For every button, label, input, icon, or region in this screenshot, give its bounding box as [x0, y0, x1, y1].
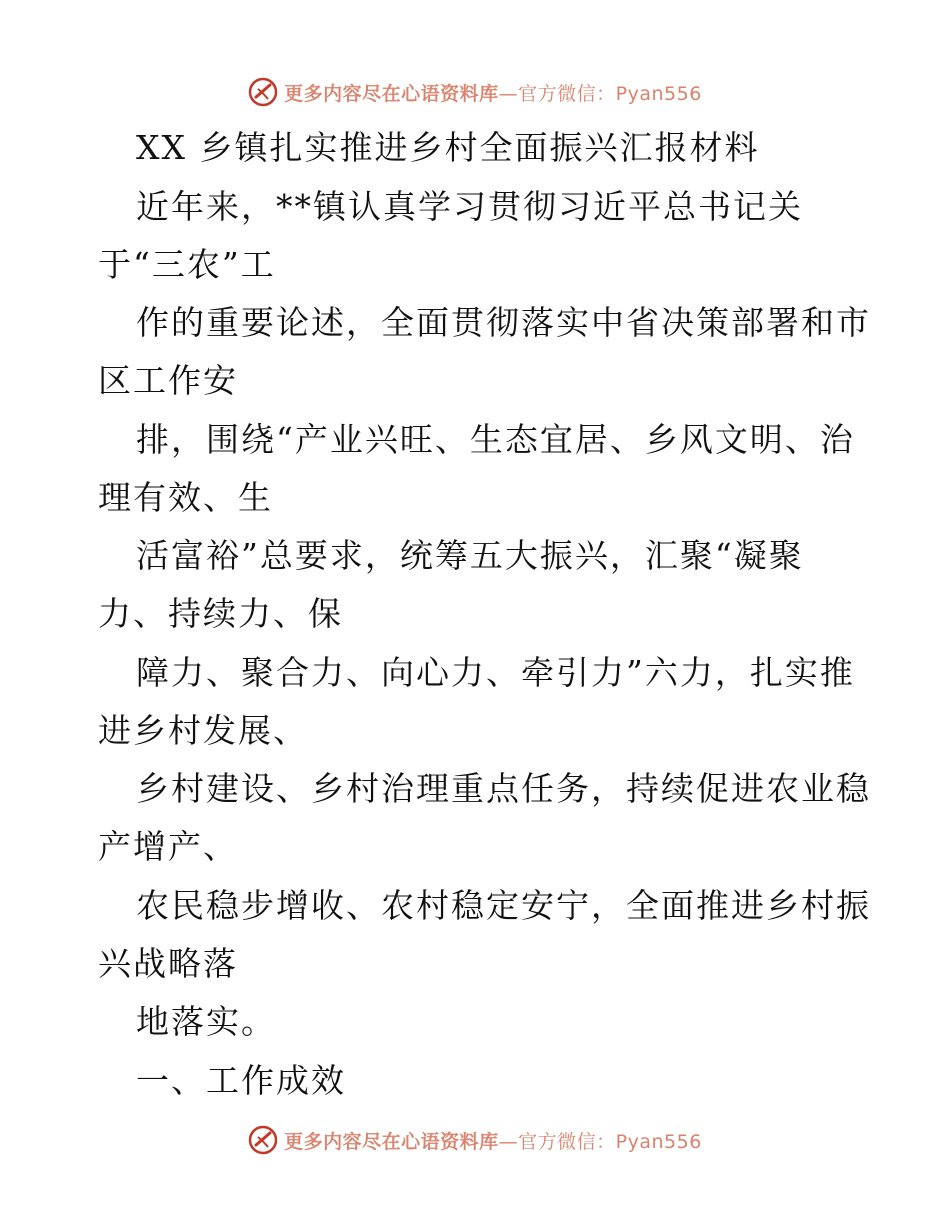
paragraph-line: 农民稳步增收、农村稳定安宁，全面推进乡村振	[136, 886, 871, 925]
watermark-contact: 官方微信：Pyan556	[518, 1130, 702, 1153]
watermark-contact: 官方微信：Pyan556	[518, 82, 702, 105]
document-title: XX 乡镇扎实推进乡村全面振兴汇报材料	[136, 128, 760, 167]
paragraph-line: 进乡村发展、	[98, 711, 308, 750]
watermark-separator: —	[498, 1130, 519, 1153]
watermark-text	[284, 1127, 702, 1154]
paragraph-line: 产增产、	[98, 827, 238, 866]
section-heading: 一、工作成效	[136, 1061, 346, 1100]
watermark-text	[284, 79, 702, 106]
paragraph-line: 活富裕”总要求，统筹五大振兴，汇聚“凝聚	[136, 536, 804, 575]
paragraph-line: 理有效、生	[98, 478, 273, 517]
paragraph-line: 地落实。	[136, 1002, 276, 1041]
watermark-separator: —	[498, 82, 519, 105]
paragraph-line: 近年来，**镇认真学习贯彻习近平总书记关	[136, 187, 803, 226]
paragraph-line: 乡村建设、乡村治理重点任务，持续促进农业稳	[136, 769, 871, 808]
watermark-main: 更多内容尽在心语资料库	[284, 1130, 499, 1153]
footer-watermark	[0, 1120, 950, 1160]
header-watermark	[0, 72, 950, 112]
paragraph-line: 力、持续力、保	[98, 594, 343, 633]
paragraph-line: 障力、聚合力、向心力、牵引力”六力，扎实推	[136, 653, 855, 692]
watermark-main: 更多内容尽在心语资料库	[284, 82, 499, 105]
paragraph-line: 兴战略落	[98, 944, 238, 983]
paragraph-line: 于“三农”工	[98, 245, 276, 284]
seal-logo-icon	[248, 77, 278, 107]
paragraph-line: 排，围绕“产业兴旺、生态宜居、乡风文明、治	[136, 420, 855, 459]
seal-logo-icon	[248, 1125, 278, 1155]
paragraph-line: 作的重要论述，全面贯彻落实中省决策部署和市	[136, 303, 871, 342]
paragraph-line: 区工作安	[98, 361, 238, 400]
